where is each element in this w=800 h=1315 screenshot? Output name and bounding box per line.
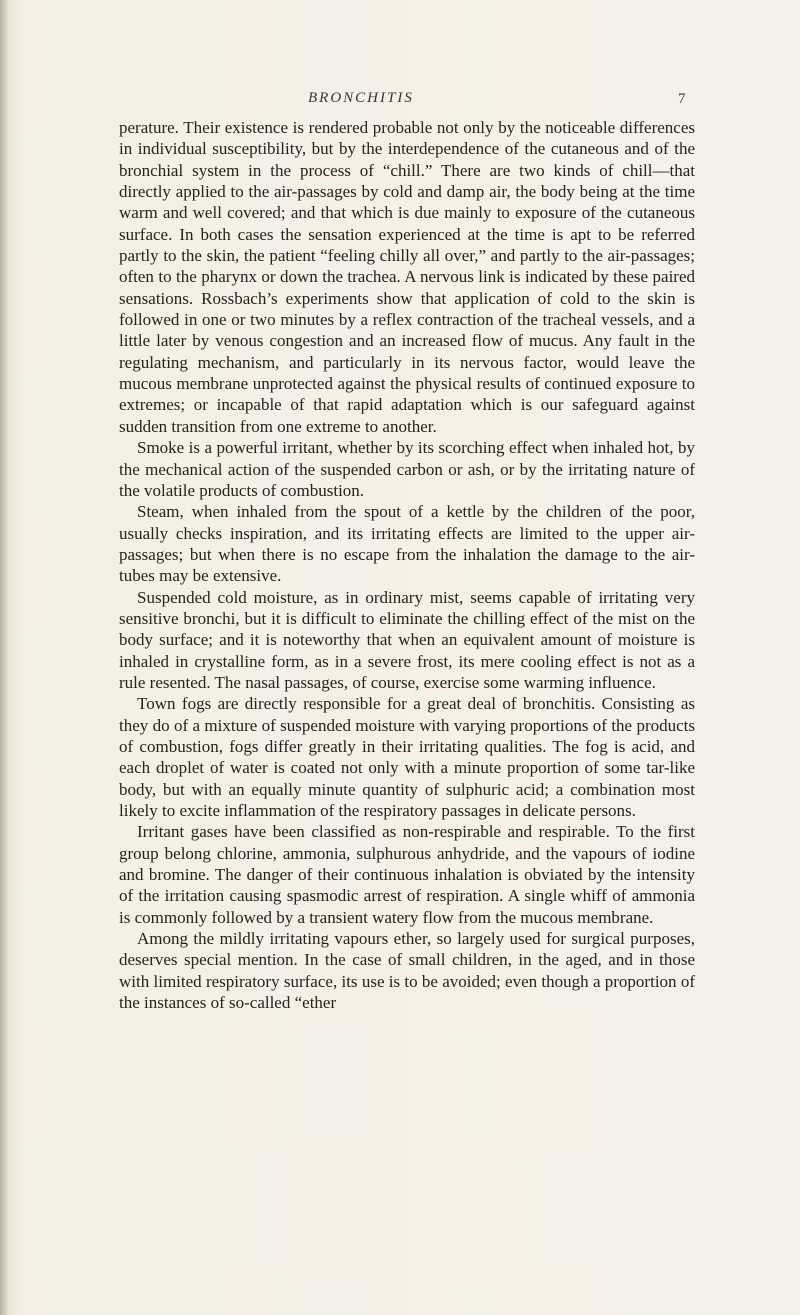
paragraph-cold-moisture: Suspended cold moisture, as in ordinary mist, seems capable of irritating very sensitive bronchi, but it is difficult to eliminate the chilling effect of the mist on the body surface; and it is noteworthy that when an equivalent amount of moisture is inhaled in crystalline form, as in a severe frost, its mere cooling effect is not as a rule resented. The nasal passages, of course, exercise some warming influence.	[119, 587, 695, 692]
paragraph-irritant-gases: Irritant gases have been classified as non-respirable and respirable. To the first group belong chlorine, ammonia, sulphurous anhydride, and the vapours of iodine and bromine. The danger of their continuous inhalation is obviated by the intensity of the irritation causing spasmodic arrest of respiration. A single whiff of ammonia is commonly followed by a transient watery flow from the mucous membrane.	[119, 822, 695, 927]
paragraph-town-fogs: Town fogs are directly responsible for a great deal of bronchitis. Consisting as they do of a mixture of suspended moisture with varying proportions of the products of combustion, fogs differ greatly in their irritating qualities. The fog is acid, and each droplet of water is coated not only with a minute proportion of some tar-like body, but with an equally minute quantity of sulphuric acid; a combination most likely to excite inflammation of the respiratory passages in delicate persons.	[119, 694, 695, 820]
running-title: BRONCHITIS	[308, 90, 414, 106]
paragraph-ether: Among the mildly irritating vapours ether, so largely used for surgical purposes, deserves special mention. In the case of small children, in the aged, and in those with limited respiratory surface, its use is to be avoided; even though a proportion of the instances of so-called “ether	[119, 929, 695, 1013]
page-number: 7	[678, 91, 686, 107]
paragraph-steam: Steam, when inhaled from the spout of a kettle by the children of the poor, usually checks inspiration, and its irritating effects are limited to the upper air-passages; but when there is no escape from the inhalation the damage to the air-tubes may be extensive.	[119, 502, 695, 586]
page-gutter-shadow	[0, 0, 8, 1315]
body-text	[119, 117, 695, 1013]
paragraph-smoke: Smoke is a powerful irritant, whether by its scorching effect when inhaled hot, by the mechanical action of the suspended carbon or ash, or by the irritating nature of the volatile products of combustion.	[119, 438, 695, 500]
paragraph-chill: perature. Their existence is rendered probable not only by the noticeable differences in individual susceptibility, but by the interdependence of the cutaneous and of the bronchial system in the process of “chill.” There are two kinds of chill—that directly applied to the air-passages by cold and damp air, the body being at the time warm and well covered; and that which is due mainly to exposure of the cutaneous surface. In both cases the sensation experienced at the time is apt to be referred partly to the skin, the patient “feeling chilly all over,” and partly to the air-passages; often to the pharynx or down the trachea. A nervous link is indicated by these paired sensations. Rossbach’s experiments show that application of cold to the skin is followed in one or two minutes by a reflex contraction of the tracheal vessels, and a little later by venous congestion and an increased flow of mucus. Any fault in the regulating mechanism, and particularly in its nervous factor, would leave the mucous membrane unprotected against the physical results of continued exposure to extremes; or incapable of that rapid adaptation which is our safeguard against sudden transition from one extreme to another.	[119, 118, 695, 436]
